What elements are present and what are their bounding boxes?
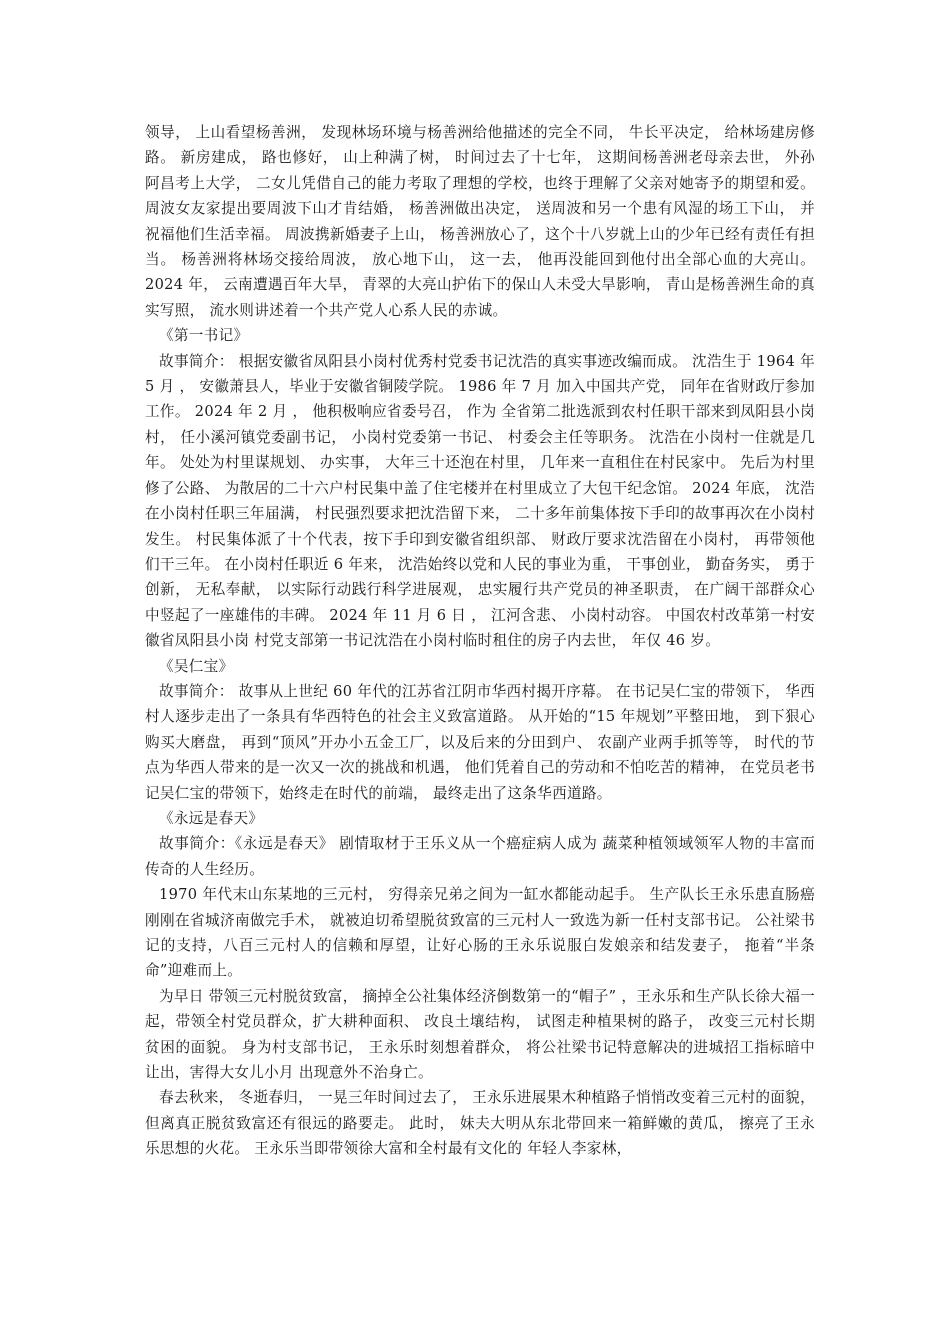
paragraph-poverty-alleviation: 为早日 带领三元村脱贫致富， 摘掉全公社集体经济倒数第一的“帽子” ，王永乐和生产队长徐大福一起，带领全村党员群众，扩大耕种面积、 改良土壤结构， 试图走种植果树的路子， 改变三元村长期贫困的面貌。 身为村支部书记， 王永乐时刻想着群众， 将公社梁书记特意解决的进城招工指标暗中让出，害得大女儿小月 出现意外不治身亡。 [145,987,815,1082]
paragraph-wu-renbao-synopsis: 故事简介： 故事从上世纪 60 年代的江苏省江阴市华西村揭开序幕。 在书记吴仁宝的带领下， 华西村人逐步走出了一条具有华西特色的社会主义致富道路。 从开始的“15 年规划”平整田地， 到下狠心购买大磨盘， 再到“顶风”开办小五金工厂，以及后来的分田到户、 农副产业两手抓等等， 时代的节点为华西人带来的是一次又一次的挑战和机遇， 他们凭着自己的劳动和不怕吃苦的精神， 在党员老书记吴仁宝的带领下，始终走在时代的前端， 最终走出了这条华西道路。 [145,682,815,802]
section-title-forever-spring: 《永远是春天》 [159,809,264,827]
section-title-wu-renbao: 《吴仁宝》 [159,657,234,675]
paragraph-sanyuan-village: 1970 年代末山东某地的三元村， 穷得亲兄弟之间为一缸水都能动起手。 生产队长王永乐患直肠癌刚刚在省城济南做完手术， 就被迫切希望脱贫致富的三元村人一致选为新一任村支部书记。 公社梁书记的支持，八百三元村人的信赖和厚望，让好心肠的王永乐说服白发娘亲和结发妻子， 拖着“半条命”迎难而上。 [145,886,815,980]
paragraph-yang-shanzhou-ending: 领导， 上山看望杨善洲， 发现林场环境与杨善洲给他描述的完全不同， 牛长平决定， 给林场建房修路。 新房建成， 路也修好， 山上种满了树， 时间过去了十七年， 这期间杨善洲老母亲去世， 外孙阿昌考上大学， 二女儿凭借自己的能力考取了理想的学校，也终于理解了父亲对她寄予的期望和爱。 周波女友家提出要周波下山才肯结婚， 杨善洲做出决定， 送周波和另一个患有风湿的场工下山， 并祝福他们生活幸福。 周波携新婚妻子上山， 杨善洲放心了，这个十八岁就上山的少年已经有责任有担当。 杨善洲将林场交接给周波， 放心地下山， 这一去， 他再没能回到他付出全部心血的大亮山。 2024 年， 云南遭遇百年大旱， 青翠的大亮山护佑下的保山人未受大旱影响， 青山是杨善洲生命的真实写照， 流水则讲述着一个共产党人心系人民的赤诚。 [145,124,815,319]
section-title-first-secretary: 《第一书记》 [159,327,249,345]
paragraph-forever-spring-synopsis: 故事简介：《永远是春天》 剧情取材于王乐义从一个癌症病人成为 蔬菜种植领域领军人物的丰富而传奇的人生经历。 [145,835,815,878]
document-page [145,120,815,1162]
paragraph-three-years-later: 春去秋来， 冬逝春归， 一晃三年时间过去了， 王永乐进展果木种植路子悄悄改变着三元村的面貌， 但离真正脱贫致富还有很远的路要走。 此时， 妹夫大明从东北带回来一箱鲜嫩的黄瓜， 擦亮了王永乐思想的火花。 王永乐当即带领徐大富和全村最有文化的 年轻人李家林， [145,1089,815,1158]
paragraph-first-secretary-synopsis: 故事简介： 根据安徽省凤阳县小岗村优秀村党委书记沈浩的真实事迹改编而成。 沈浩生于 1964 年 5 月 ， 安徽萧县人，毕业于安徽省铜陵学院。 1986 年 7 月 加入中国共产党， 同年在省财政厅参加工作。 2024 年 2 月 ， 他积极响应省委号召， 作为 全省第二批选派到农村任职干部来到凤阳县小岗村， 任小溪河镇党委副书记， 小岗村党委第一书记、 村委会主任等职务。 沈浩在小岗村一住就是几年。 处处为村里谋规划、 办实事， 大年三十还泡在村里， 几年来一直租住在村民家中。 先后为村里修了公路、 为散居的二十六户村民集中盖了住宅楼并在村里成立了大包干纪念馆。 2024 年底， 沈浩在小岗村任职三年届满， 村民强烈要求把沈浩留下来， 二十多年前集体按下手印的故事再次在小岗村发生。 村民集体派了十个代表，按下手印到安徽省组织部、 财政厅要求沈浩留在小岗村， 再带领他们干三年。 在小岗村任职近 6 年来， 沈浩始终以党和人民的事业为重， 干事创业， 勤奋务实， 勇于创新， 无私奉献， 以实际行动践行科学进展观， 忠实履行共产党员的神圣职责， 在广阔干部群众心中竖起了一座雄伟的丰碑。 2024 年 11 月 6 日 ， 江河含悲、 小岗村动容。 中国农村改革第一村安徽省凤阳县小岗 村党支部第一书记沈浩在小岗村临时租住的房子内去世， 年仅 46 岁。 [145,352,815,650]
